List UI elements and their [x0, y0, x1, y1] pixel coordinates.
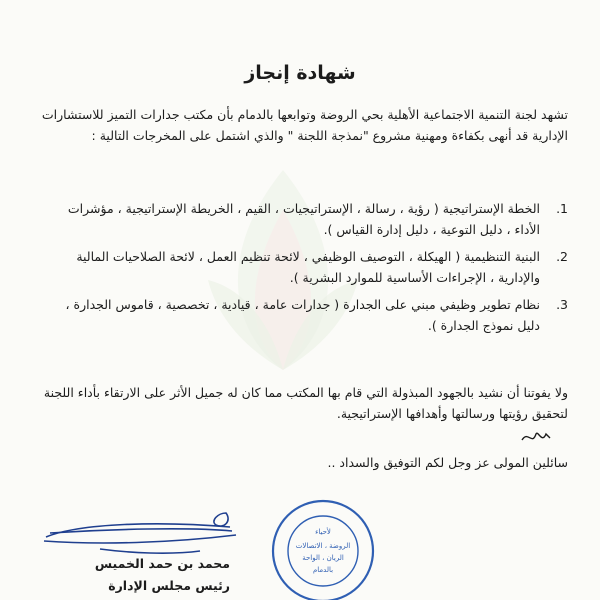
list-item: [58, 246, 568, 288]
item-number: 2.: [556, 249, 568, 264]
item-number: 1.: [556, 201, 568, 216]
item-number: 3.: [556, 297, 568, 312]
deliverables-list: [58, 198, 568, 342]
signatory-role: رئيس مجلس الإدارة: [108, 578, 230, 593]
closing-paragraph: ولا يفوتنا أن نشيد بالجهود المبذولة التي قام بها المكتب مما كان له جميل الأثر على الارتقاء بأداء اللجنة لتحقيق رؤيتها ورسالتها وأهدافها الإستراتيجية.: [43, 385, 568, 421]
intro-paragraph: تشهد لجنة التنمية الاجتماعية الأهلية بحي الروضة وتوابعها بالدمام بأن مكتب جدارات التميز للاستشارات الإدارية قد أنهى بكفاءة ومهنية مشروع "نمذجة اللجنة " والذي اشتمل على المخرجات التالية :: [41, 107, 568, 143]
list-item: [58, 198, 568, 240]
svg-text:الروضة ، الاتصالات: الروضة ، الاتصالات: [295, 542, 351, 550]
prayer-line: سائلين المولى عز وجل لكم التوفيق والسداد ..: [327, 455, 568, 470]
item-text: نظام تطوير وظيفي مبني على الجدارة ( جدارات عامة ، قيادية ، تخصصية ، قاموس الجدارة ، دليل نموذج الجدارة ).: [65, 297, 540, 333]
signatory-name: محمد بن حمد الخميس: [94, 556, 230, 571]
item-text: البنية التنظيمية ( الهيكلة ، التوصيف الوظيفي ، لائحة تنظيم العمل ، لائحة الصلاحيات المالية والإدارية ، الإجراءات الأساسية للموارد البشرية ).: [76, 249, 540, 285]
certificate-title: شهادة إنجاز: [244, 62, 356, 84]
list-item: [58, 294, 568, 336]
svg-text:الريان ، الواحة: الريان ، الواحة: [302, 554, 344, 562]
svg-text:بالدمام: بالدمام: [312, 566, 334, 574]
item-text: الخطة الإستراتيجية ( رؤية ، رسالة ، الإستراتيجيات ، القيم ، الخريطة الإستراتيجية ، مؤشرات الأداء ، دليل التوعية ، دليل إدارة القياس ).: [67, 201, 540, 237]
initials-mark-icon: [520, 426, 552, 448]
official-stamp-icon: [268, 496, 378, 600]
svg-text:لأحياء: لأحياء: [315, 528, 331, 536]
